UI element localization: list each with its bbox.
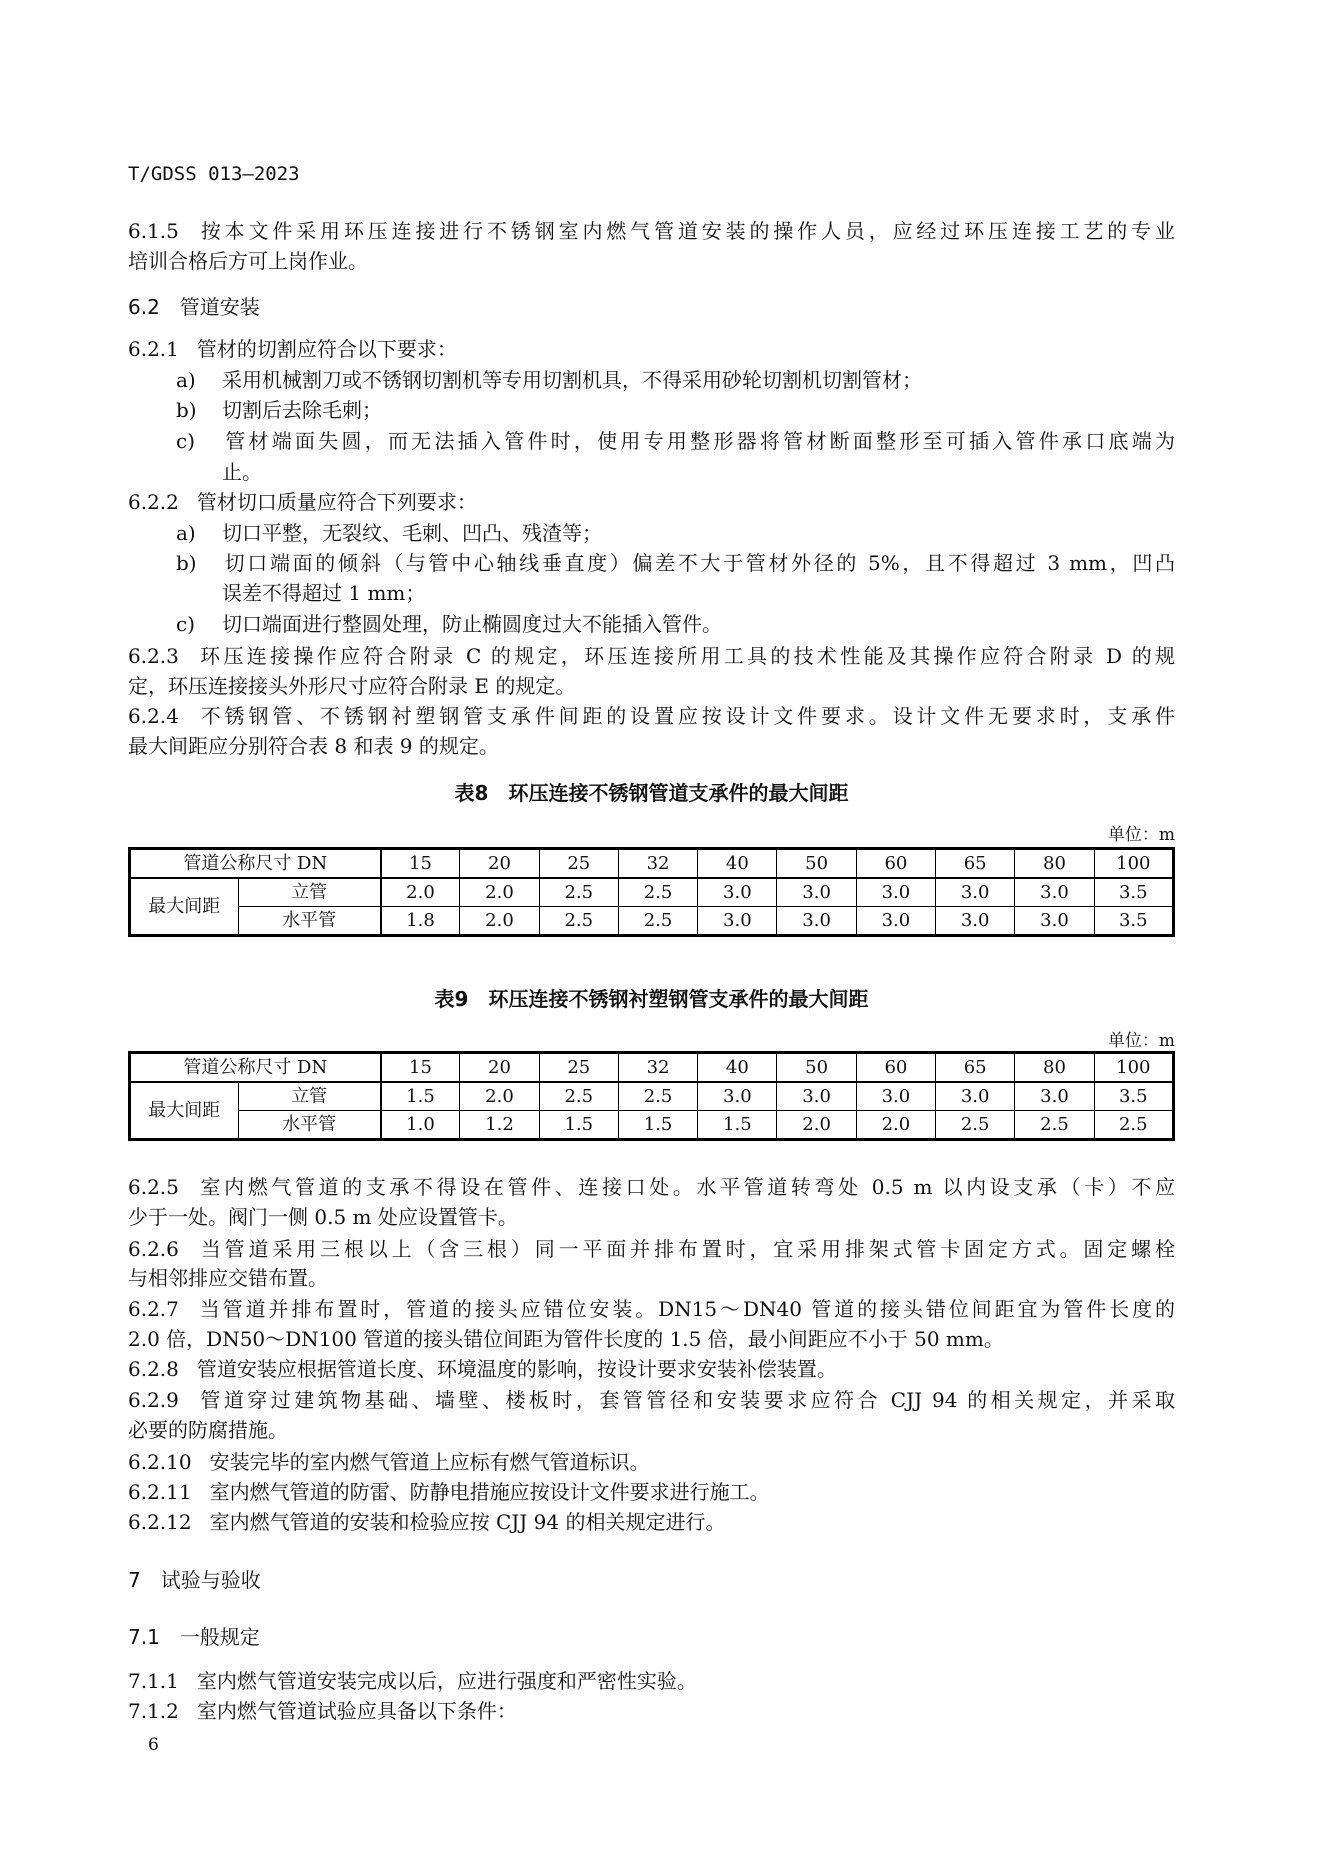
list-label: c) — [176, 429, 196, 453]
caption-text: 表8 环压连接不锈钢管道支承件的最大间距 — [454, 781, 849, 805]
unit-text: 单位：m — [1107, 825, 1175, 845]
paragraph-line — [128, 701, 1175, 731]
group-label: 最大间距 — [130, 878, 239, 936]
document-code: T/GDSS 013—2023 — [128, 163, 300, 185]
list-label: b) — [176, 398, 197, 422]
dn-cell: 32 — [618, 1053, 697, 1083]
clause-text: 管材的切割应符合以下要求： — [196, 337, 457, 361]
value-cell: 3.5 — [1094, 907, 1173, 936]
paragraph-text: 2.0 倍，DN50～DN100 管道的接头错位间距为管件长度的 1.5 倍，最小间距应不小于 50 mm。 — [128, 1327, 1004, 1351]
value-cell: 3.0 — [698, 1082, 777, 1111]
clause-number: 6.2.6 — [128, 1237, 179, 1261]
clause-number: 6.2.11 — [128, 1480, 192, 1504]
value-cell: 2.5 — [1094, 1111, 1173, 1140]
paragraph-text: 最大间距应分别符合表 8 和表 9 的规定。 — [128, 734, 499, 758]
value-cell: 2.0 — [777, 1111, 856, 1140]
table-header-row — [130, 1053, 1174, 1083]
paragraph-text: 室内燃气管道安装完成以后，应进行强度和严密性实验。 — [196, 1669, 697, 1693]
dn-cell: 50 — [777, 1053, 856, 1083]
section-heading-7 — [128, 1565, 1175, 1595]
dn-cell: 25 — [539, 1053, 618, 1083]
value-cell: 3.0 — [1015, 907, 1094, 936]
list-item — [176, 365, 1175, 395]
unit-text: 单位：m — [1107, 1031, 1175, 1051]
paragraph-line — [128, 1202, 1175, 1232]
dn-cell: 100 — [1094, 1053, 1173, 1083]
clause-number: 6.2.4 — [128, 704, 179, 728]
paragraph-line — [128, 671, 1175, 701]
list-item — [222, 578, 1175, 608]
list-item — [176, 548, 1175, 578]
paragraph-text: 与相邻排应交错布置。 — [128, 1266, 328, 1290]
paragraph-line — [128, 1263, 1175, 1293]
list-text: 管材端面失圆，而无法插入管件时，使用专用整形器将管材断面整形至可插入管件承口底端为 — [222, 429, 1175, 453]
clause-number: 6.2.12 — [128, 1510, 192, 1534]
paragraph-text: 当管道采用三根以上（含三根）同一平面并排布置时，宜采用排架式管卡固定方式。固定螺栓 — [196, 1237, 1175, 1261]
row-label: 水平管 — [238, 907, 380, 936]
paragraph-line — [128, 731, 1175, 761]
value-cell: 2.0 — [460, 1082, 539, 1111]
value-cell: 3.0 — [777, 878, 856, 907]
caption-text: 表9 环压连接不锈钢衬塑钢管支承件的最大间距 — [434, 987, 869, 1011]
value-cell: 3.0 — [936, 878, 1015, 907]
value-cell: 2.5 — [539, 907, 618, 936]
value-cell: 3.0 — [698, 907, 777, 936]
list-item — [176, 395, 1175, 425]
dn-cell: 100 — [1094, 849, 1173, 879]
value-cell: 3.0 — [936, 1082, 1015, 1111]
table-row — [130, 1082, 1174, 1111]
section-heading-7-1 — [128, 1622, 1175, 1652]
paragraph-text: 室内燃气管道的防雷、防静电措施应按设计文件要求进行施工。 — [209, 1480, 770, 1504]
clause-number: 6.2.2 — [128, 490, 179, 514]
table-row — [130, 1111, 1174, 1140]
clause-number: 7.1.2 — [128, 1699, 179, 1723]
group-label: 最大间距 — [130, 1082, 239, 1140]
clause-number: 6.2.5 — [128, 1175, 179, 1199]
table9 — [128, 1051, 1175, 1141]
list-text: 切割后去除毛刺； — [222, 398, 382, 422]
paragraph-line — [128, 1507, 1175, 1537]
value-cell: 1.5 — [381, 1082, 460, 1111]
heading-text: 7 试验与验收 — [128, 1568, 261, 1592]
paragraph-text: 室内燃气管道试验应具备以下条件： — [196, 1699, 517, 1723]
dn-cell: 60 — [856, 1053, 935, 1083]
paragraph-text: 安装完毕的室内燃气管道上应标有燃气管道标识。 — [209, 1450, 650, 1474]
value-cell: 3.5 — [1094, 878, 1173, 907]
clause-number: 6.2.10 — [128, 1450, 192, 1474]
paragraph-line — [128, 216, 1175, 246]
dn-cell: 20 — [460, 849, 539, 879]
header-label: 管道公称尺寸 DN — [130, 849, 381, 879]
paragraph-line — [128, 1324, 1175, 1354]
paragraph-line — [128, 1477, 1175, 1507]
value-cell: 2.5 — [936, 1111, 1015, 1140]
paragraph-text: 少于一处。阀门一侧 0.5 m 处应设置管卡。 — [128, 1205, 518, 1229]
clause-number: 6.2.1 — [128, 337, 179, 361]
paragraph-line — [128, 1294, 1175, 1324]
list-label: b) — [176, 551, 197, 575]
paragraph-line — [128, 1354, 1175, 1384]
clause-number: 6.2.9 — [128, 1388, 179, 1412]
paragraph-text: 当管道并排布置时，管道的接头应错位安装。DN15～DN40 管道的接头错位间距宜为管件长度的 — [196, 1297, 1175, 1321]
list-label: a) — [176, 368, 196, 392]
list-text: 采用机械割刀或不锈钢切割机等专用切割机具，不得采用砂轮切割机切割管材； — [222, 368, 922, 392]
list-item — [176, 518, 1175, 548]
list-label: c) — [176, 612, 196, 636]
value-cell: 2.0 — [460, 878, 539, 907]
paragraph-line — [128, 246, 1175, 276]
clause-number: 7.1.1 — [128, 1669, 179, 1693]
value-cell: 3.0 — [777, 907, 856, 936]
paragraph-line — [128, 1234, 1175, 1264]
paragraph-line — [128, 1447, 1175, 1477]
dn-cell: 32 — [618, 849, 697, 879]
value-cell: 3.0 — [856, 1082, 935, 1111]
list-text: 误差不得超过 1 mm； — [222, 581, 426, 605]
value-cell: 2.5 — [618, 907, 697, 936]
clause-number: 6.2.7 — [128, 1297, 179, 1321]
list-label: a) — [176, 521, 196, 545]
value-cell: 3.0 — [777, 1082, 856, 1111]
table-unit — [1108, 820, 1175, 845]
value-cell: 2.0 — [460, 907, 539, 936]
value-cell: 1.5 — [698, 1111, 777, 1140]
table-unit — [1108, 1026, 1175, 1051]
paragraph-line — [128, 1666, 1175, 1696]
paragraph-text: 按本文件采用环压连接进行不锈钢室内燃气管道安装的操作人员，应经过环压连接工艺的专业 — [196, 219, 1175, 243]
dn-cell: 15 — [381, 1053, 460, 1083]
table-header-row — [130, 849, 1174, 879]
paragraph-text: 室内燃气管道的支承不得设在管件、连接口处。水平管道转弯处 0.5 m 以内设支承（卡）不应 — [196, 1175, 1175, 1199]
dn-cell: 60 — [856, 849, 935, 879]
value-cell: 1.5 — [539, 1111, 618, 1140]
dn-cell: 40 — [698, 1053, 777, 1083]
table-caption — [128, 777, 1175, 806]
clause-number: 6.1.5 — [128, 219, 179, 243]
list-item — [176, 426, 1175, 456]
table-caption — [128, 983, 1175, 1012]
clause-intro — [128, 334, 1175, 364]
row-label: 立管 — [238, 878, 380, 907]
dn-cell: 20 — [460, 1053, 539, 1083]
value-cell: 3.0 — [1015, 1082, 1094, 1111]
section-heading-6-2 — [128, 292, 1175, 322]
value-cell: 1.2 — [460, 1111, 539, 1140]
paragraph-text: 必要的防腐措施。 — [128, 1418, 288, 1442]
list-text: 止。 — [222, 460, 262, 484]
dn-cell: 15 — [381, 849, 460, 879]
dn-cell: 80 — [1015, 849, 1094, 879]
value-cell: 3.0 — [856, 907, 935, 936]
value-cell: 3.0 — [856, 878, 935, 907]
paragraph-text: 定，环压连接接头外形尺寸应符合附录 E 的规定。 — [128, 674, 576, 698]
paragraph-line — [128, 1415, 1175, 1445]
paragraph-text: 室内燃气管道的安装和检验应按 CJJ 94 的相关规定进行。 — [209, 1510, 726, 1534]
clause-text: 管材切口质量应符合下列要求： — [196, 490, 477, 514]
paragraph-line — [128, 1172, 1175, 1202]
value-cell: 3.0 — [698, 878, 777, 907]
value-cell: 2.5 — [1015, 1111, 1094, 1140]
list-item — [222, 457, 1175, 487]
list-text: 切口端面进行整圆处理，防止椭圆度过大不能插入管件。 — [222, 612, 722, 636]
dn-cell: 40 — [698, 849, 777, 879]
dn-cell: 25 — [539, 849, 618, 879]
paragraph-text: 培训合格后方可上岗作业。 — [128, 249, 368, 273]
paragraph-text: 不锈钢管、不锈钢衬塑钢管支承件间距的设置应按设计文件要求。设计文件无要求时，支承件 — [196, 704, 1175, 728]
clause-number: 6.2.8 — [128, 1357, 179, 1381]
paragraph-line — [128, 641, 1175, 671]
value-cell: 3.0 — [1015, 878, 1094, 907]
row-label: 水平管 — [238, 1111, 380, 1140]
list-text: 切口平整，无裂纹、毛刺、凹凸、残渣等； — [222, 521, 602, 545]
value-cell: 2.5 — [539, 878, 618, 907]
dn-cell: 65 — [936, 1053, 1015, 1083]
table8 — [128, 847, 1175, 937]
value-cell: 2.0 — [856, 1111, 935, 1140]
clause-intro — [128, 487, 1175, 517]
heading-text: 7.1 一般规定 — [128, 1625, 260, 1649]
list-item — [176, 609, 1175, 639]
value-cell: 2.5 — [618, 1082, 697, 1111]
value-cell: 2.5 — [618, 878, 697, 907]
value-cell: 1.8 — [381, 907, 460, 936]
table-row — [130, 878, 1174, 907]
paragraph-text: 环压连接操作应符合附录 C 的规定，环压连接所用工具的技术性能及其操作应符合附录 D 的规 — [196, 644, 1175, 668]
value-cell: 2.0 — [381, 878, 460, 907]
paragraph-text: 管道穿过建筑物基础、墙壁、楼板时，套管管径和安装要求应符合 CJJ 94 的相关规定，并采取 — [196, 1388, 1175, 1412]
paragraph-text: 管道安装应根据管道长度、环境温度的影响，按设计要求安装补偿装置。 — [196, 1357, 837, 1381]
value-cell: 2.5 — [539, 1082, 618, 1111]
table-row — [130, 907, 1174, 936]
value-cell: 1.5 — [618, 1111, 697, 1140]
page-number: 6 — [148, 1735, 159, 1755]
paragraph-line — [128, 1696, 1175, 1726]
value-cell: 3.5 — [1094, 1082, 1173, 1111]
dn-cell: 80 — [1015, 1053, 1094, 1083]
list-text: 切口端面的倾斜（与管中心轴线垂直度）偏差不大于管材外径的 5%，且不得超过 3 mm，凹凸 — [222, 551, 1175, 575]
heading-text: 6.2 管道安装 — [128, 295, 260, 319]
dn-cell: 50 — [777, 849, 856, 879]
value-cell: 3.0 — [936, 907, 1015, 936]
value-cell: 1.0 — [381, 1111, 460, 1140]
header-label: 管道公称尺寸 DN — [130, 1053, 381, 1083]
paragraph-line — [128, 1385, 1175, 1415]
dn-cell: 65 — [936, 849, 1015, 879]
row-label: 立管 — [238, 1082, 380, 1111]
clause-number: 6.2.3 — [128, 644, 179, 668]
